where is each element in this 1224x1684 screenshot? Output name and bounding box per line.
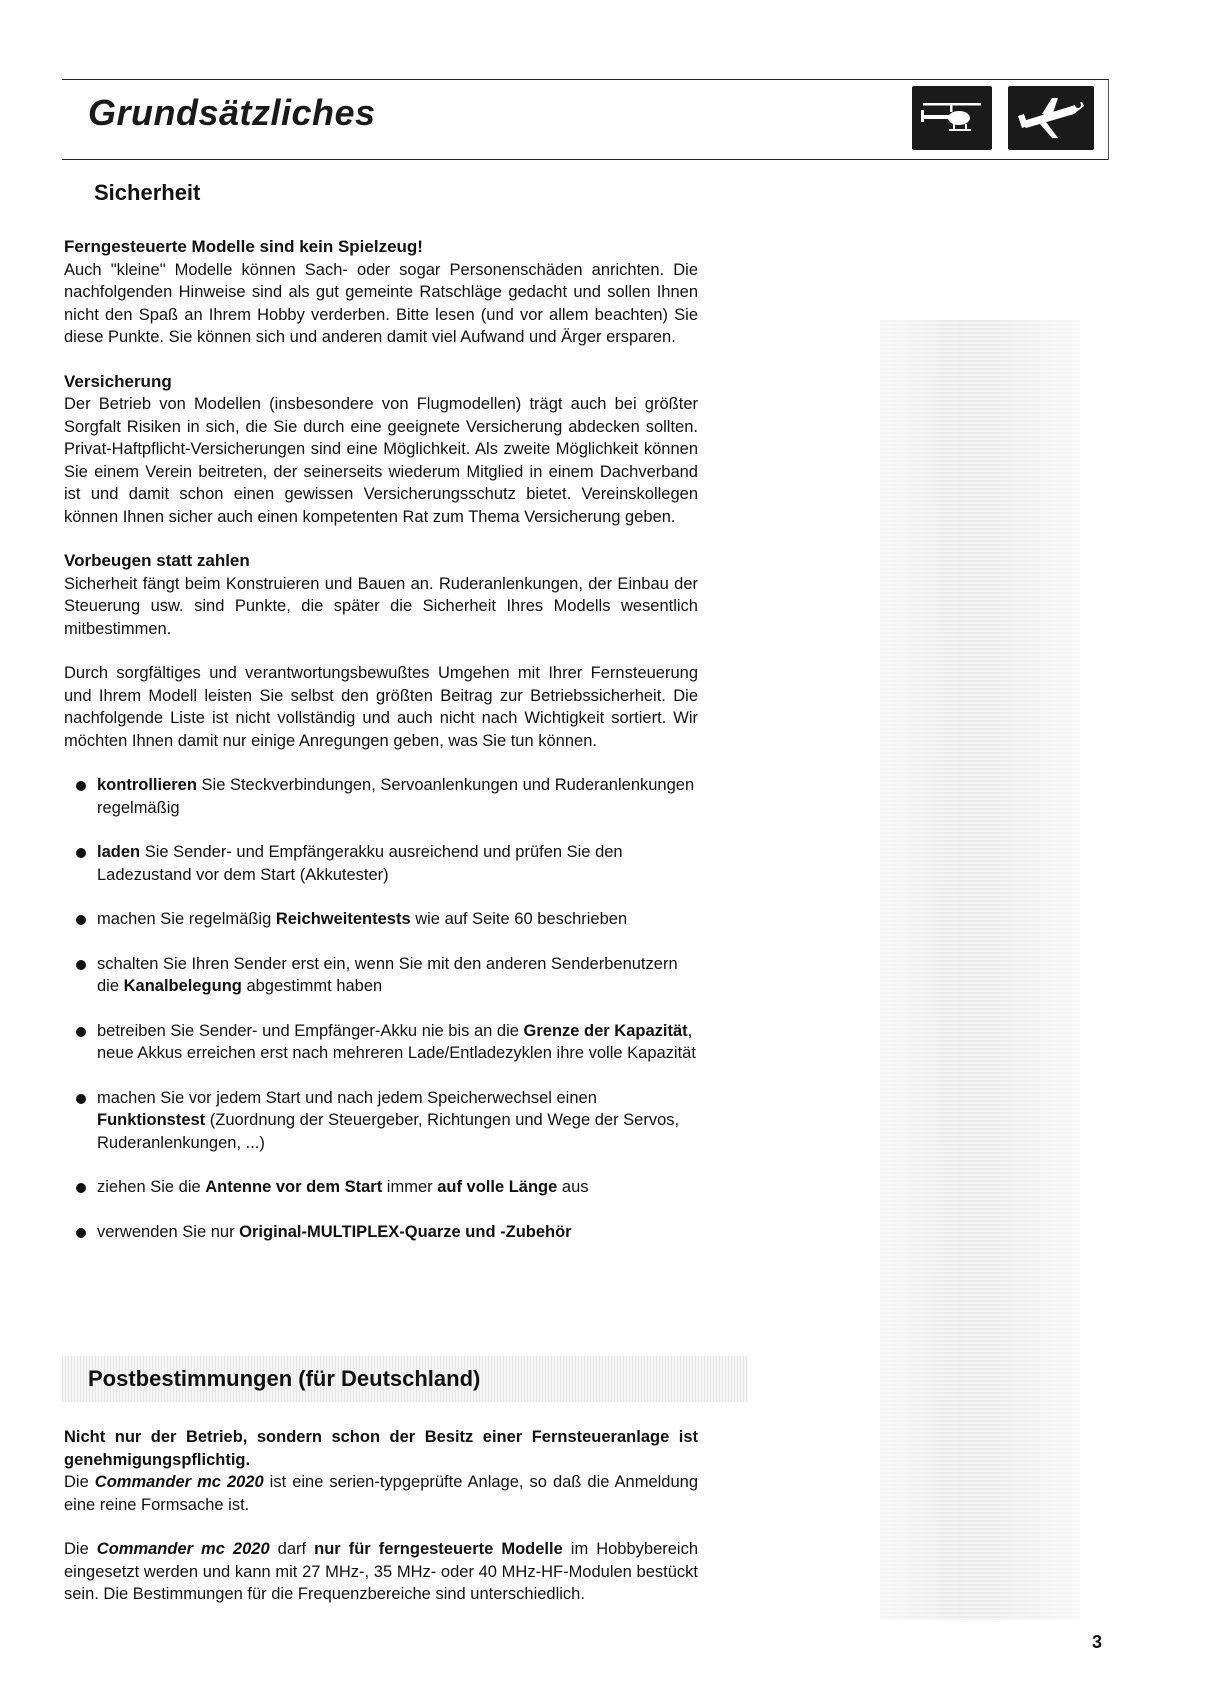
paragraph-lead: Nicht nur der Betrieb, sondern schon der Besitz einer Fernsteueranlage ist genehmigungspflichtig. bbox=[64, 1428, 698, 1469]
header-top-rule bbox=[62, 79, 1108, 80]
bullet-icon bbox=[76, 1027, 86, 1037]
subheading-spielzeug: Ferngesteuerte Modelle sind kein Spielzeug! bbox=[64, 237, 423, 256]
list-item: schalten Sie Ihren Sender erst ein, wenn Sie mit den anderen Senderbenutzern die Kanalbelegung abgestimmt haben bbox=[64, 953, 698, 998]
page-number: 3 bbox=[1092, 1632, 1103, 1652]
list-item: kontrollieren Sie Steckverbindungen, Servoanlenkungen und Ruderanlenkungen regelmäßig bbox=[64, 774, 698, 819]
list-item: machen Sie vor jedem Start und nach jedem Speicherwechsel einen Funktionstest (Zuordnung der Steuergeber, Richtungen und Wege der Servos, Ruderanlenkungen, ...) bbox=[64, 1087, 698, 1155]
list-item: ziehen Sie die Antenne vor dem Start immer auf volle Länge aus bbox=[64, 1176, 698, 1199]
list-item: betreiben Sie Sender- und Empfänger-Akku nie bis an die Grenze der Kapazität, neue Akkus erreichen erst nach mehreren Lade/Entladezyklen ihre volle Kapazität bbox=[64, 1020, 698, 1065]
paragraph-vorbeugen: Sicherheit fängt beim Konstruieren und Bauen an. Ruderanlenkungen, der Einbau der Steuerung usw. sind Punkte, die später die Sicherheit Ihres Modells wesentlich mitbestimmen. bbox=[64, 574, 698, 638]
paragraph-spielzeug: Auch "kleine" Modelle können Sach- oder sogar Personenschäden anrichten. Die nachfolgenden Hinweise sind als gut gemeinte Ratschläge gedacht und sollen Ihnen nicht den Spaß an Ihrem Hobby verderben. Bitte lesen (und vor allem beachten) Sie diese Punkte. Sie können sich und anderen damit viel Aufwand und Ärger ersparen. bbox=[64, 260, 698, 346]
paragraph-serientyp: Die Commander mc 2020 ist eine serien-typgeprüfte Anlage, so daß die Anmeldung eine reine Formsache ist. bbox=[64, 1473, 698, 1514]
section-heading-sicherheit: Sicherheit bbox=[94, 180, 201, 205]
list-item: verwenden Sie nur Original-MULTIPLEX-Quarze und -Zubehör bbox=[64, 1221, 698, 1244]
header-right-frame bbox=[1108, 79, 1109, 160]
subheading-versicherung: Versicherung bbox=[64, 371, 172, 391]
paragraph-frequenz: Die Commander mc 2020 darf nur für ferngesteuerte Modelle im Hobbybereich eingesetzt werden und kann mit 27 MHz-, 35 MHz- oder 40 MHz-HF-Modulen bestückt sein. Die Bestimmungen für die Frequenzbereiche sind unterschiedlich. bbox=[64, 1540, 699, 1603]
paragraph-versicherung: Der Betrieb von Modellen (insbesondere von Flugmodellen) trägt auch bei größter Sorgfalt Risiken in sich, die Sie durch eine geeignete Versicherung abdecken sollten. Privat-Haftpflicht-Versicherungen sind eine Möglichkeit. Als zweite Möglichkeit können Sie einem Verein beitreten, der seinerseits wiederum Mitglied in einem Dachverband ist und damit schon einen gewissen Versicherungsschutz bietet. Vereinskollegen können Ihnen sicher auch einen kompetenten Rat zum Thema Versicherung geben. bbox=[64, 395, 698, 526]
paragraph-betriebssicherheit: Durch sorgfältiges und verantwortungsbewußtes Umgehen mit Ihrer Fernsteuerung und Ihrem Modell leisten Sie selbst den größten Beitrag zur Betriebssicherheit. Die nachfolgende Liste ist nicht vollständig und auch nicht nach Wichtigkeit sortiert. Wir möchten Ihnen damit nur einige Anregungen geben, was Sie tun können. bbox=[64, 664, 698, 750]
bullet-icon bbox=[76, 848, 86, 858]
section-heading-postbestimmungen: Postbestimmungen (für Deutschland) bbox=[62, 1356, 748, 1402]
list-item: machen Sie regelmäßig Reichweitentests wie auf Seite 60 beschrieben bbox=[64, 908, 698, 931]
bullet-icon bbox=[76, 915, 86, 925]
section-postbestimmungen-content bbox=[64, 1426, 698, 1628]
section-sicherheit-content bbox=[64, 236, 698, 1265]
bullet-icon bbox=[76, 1094, 86, 1104]
airplane-icon-box bbox=[1008, 86, 1094, 150]
subheading-vorbeugen: Vorbeugen statt zahlen bbox=[64, 551, 250, 570]
bullet-icon bbox=[76, 1228, 86, 1238]
bullet-icon bbox=[76, 1183, 86, 1193]
list-item: laden Sie Sender- und Empfängerakku ausreichend und prüfen Sie den Ladezustand vor dem Start (Akkutester) bbox=[64, 841, 698, 886]
helicopter-icon bbox=[917, 96, 987, 140]
bullet-icon bbox=[76, 960, 86, 970]
safety-checklist bbox=[64, 774, 698, 1243]
airplane-icon bbox=[1012, 92, 1090, 144]
page-title: Grundsätzliches bbox=[88, 92, 376, 133]
halftone-background bbox=[880, 320, 1080, 1620]
bullet-icon bbox=[76, 781, 86, 791]
header-bottom-rule bbox=[62, 159, 1108, 160]
helicopter-icon-box bbox=[912, 86, 992, 150]
